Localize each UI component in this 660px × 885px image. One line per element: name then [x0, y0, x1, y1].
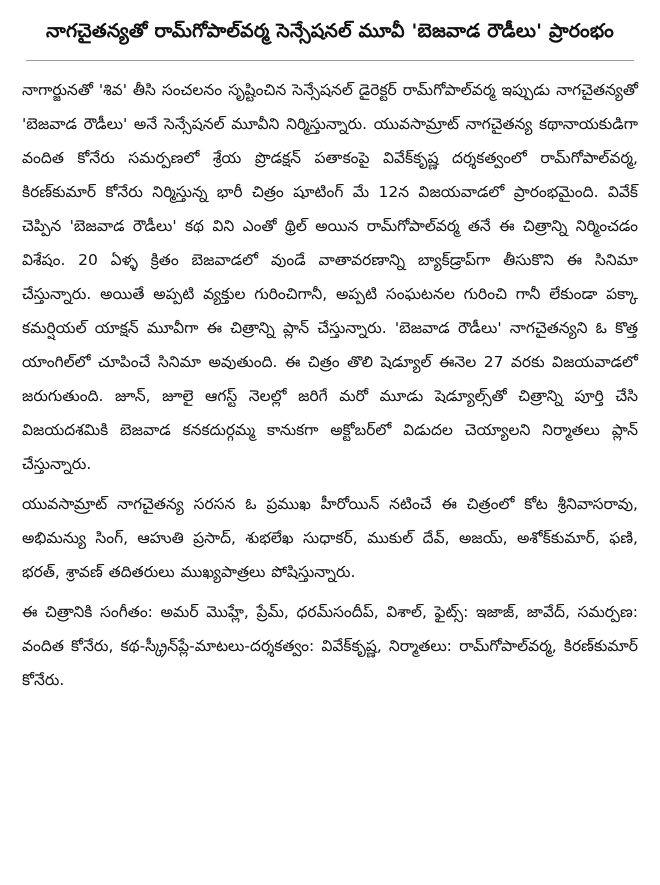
article-headline: నాగచైతన్యతో రామ్‌గోపాల్‌వర్మ సెన్సేషనల్ మూవీ 'బెజవాడ రౌడీలు' ప్రారంభం [46, 20, 614, 42]
headline-box [26, 6, 634, 61]
paragraph-3: ఈ చిత్రానికి సంగీతం: అమర్ మొహ్లే, ప్రేమ్, ధరమ్‌సందీప్, విశాల్, ఫైట్స్: ఇజాజ్, జావేద్, సమర్పణ: వందిత కోనేరు, కథ-స్క్రీన్‌ప్లే-మాటలు-దర్శకత్వం: వివేక్‌కృష్ణ, నిర్మాతలు: రామ్‌గోపాల్‌వర్మ, కిరణ్‌కుమార్ కోనేరు. [22, 603, 638, 689]
article-body [22, 73, 638, 697]
paragraph-2: యువసామ్రాట్ నాగచైతన్య సరసన ఓ ప్రముఖ హీరోయిన్ నటించే ఈ చిత్రంలో కోట శ్రీనివాసరావు, అభిమన్యు సింగ్, ఆహుతి ప్రసాద్, శుభలేఖ సుధాకర్, ముకుల్ దేవ్, అజయ్, అశోక్‌కుమార్, ఫణి, భరత్, శ్రావణ్ తదితరులు ముఖ్యపాత్రలు పోషిస్తున్నారు. [22, 495, 638, 581]
paragraph-1: నాగార్జునతో 'శివ' తీసి సంచలనం సృష్టించిన సెన్సేషనల్ డైరెక్టర్ రామ్‌గోపాల్‌వర్మ ఇప్పుడు నాగచైతన్యతో 'బెజవాడ రౌడీలు' అనే సెన్సేషనల్ మూవీని నిర్మిస్తున్నారు. యువసామ్రాట్ నాగచైతన్య కథానాయకుడిగా వందిత కోనేరు సమర్పణలో శ్రేయ ప్రొడక్షన్ పతాకంపై వివేక్‌కృష్ణ దర్శకత్వంలో రామ్‌గోపాల్‌వర్మ, కిరణ్‌కుమార్ కోనేరు నిర్మిస్తున్న భారీ చిత్రం షూటింగ్ మే 12న విజయవాడలో ప్రారంభమైంది. వివేక్ చెప్పిన 'బెజవాడ రౌడీలు' కథ విని ఎంతో థ్రిల్ అయిన రామ్‌గోపాల్‌వర్మ తనే ఈ చిత్రాన్ని నిర్మించడం విశేషం. 20 ఏళ్ళ క్రితం బెజవాడలో వుండే వాతావరణాన్ని బ్యాక్‌డ్రాప్‌గా తీసుకొని ఈ సినిమా చేస్తున్నారు. అయితే అప్పటి వ్యక్తుల గురించిగానీ, అప్పటి సంఘటనల గురించి గానీ లేకుండా పక్కా కమర్షియల్ యాక్షన్ మూవీగా ఈ చిత్రాన్ని ప్లాన్ చేస్తున్నారు. 'బెజవాడ రౌడీలు' నాగచైతన్యని ఓ కొత్త యాంగిల్‌లో చూపించే సినిమా అవుతుంది. ఈ చిత్రం తొలి షెడ్యూల్ ఈనెల 27 వరకు విజయవాడలో జరుగుతుంది. జూన్, జూలై ఆగస్ట్ నెలల్లో జరిగే మరో మూడు షెడ్యూల్స్‌తో చిత్రాన్ని పూర్తి చేసి విజయదశమికి బెజవాడ కనకదుర్గమ్మ కానుకగా అక్టోబర్‌లో విడుదల చెయ్యాలని నిర్మాతలు ప్లాన్ చేస్తున్నారు. [22, 81, 638, 473]
